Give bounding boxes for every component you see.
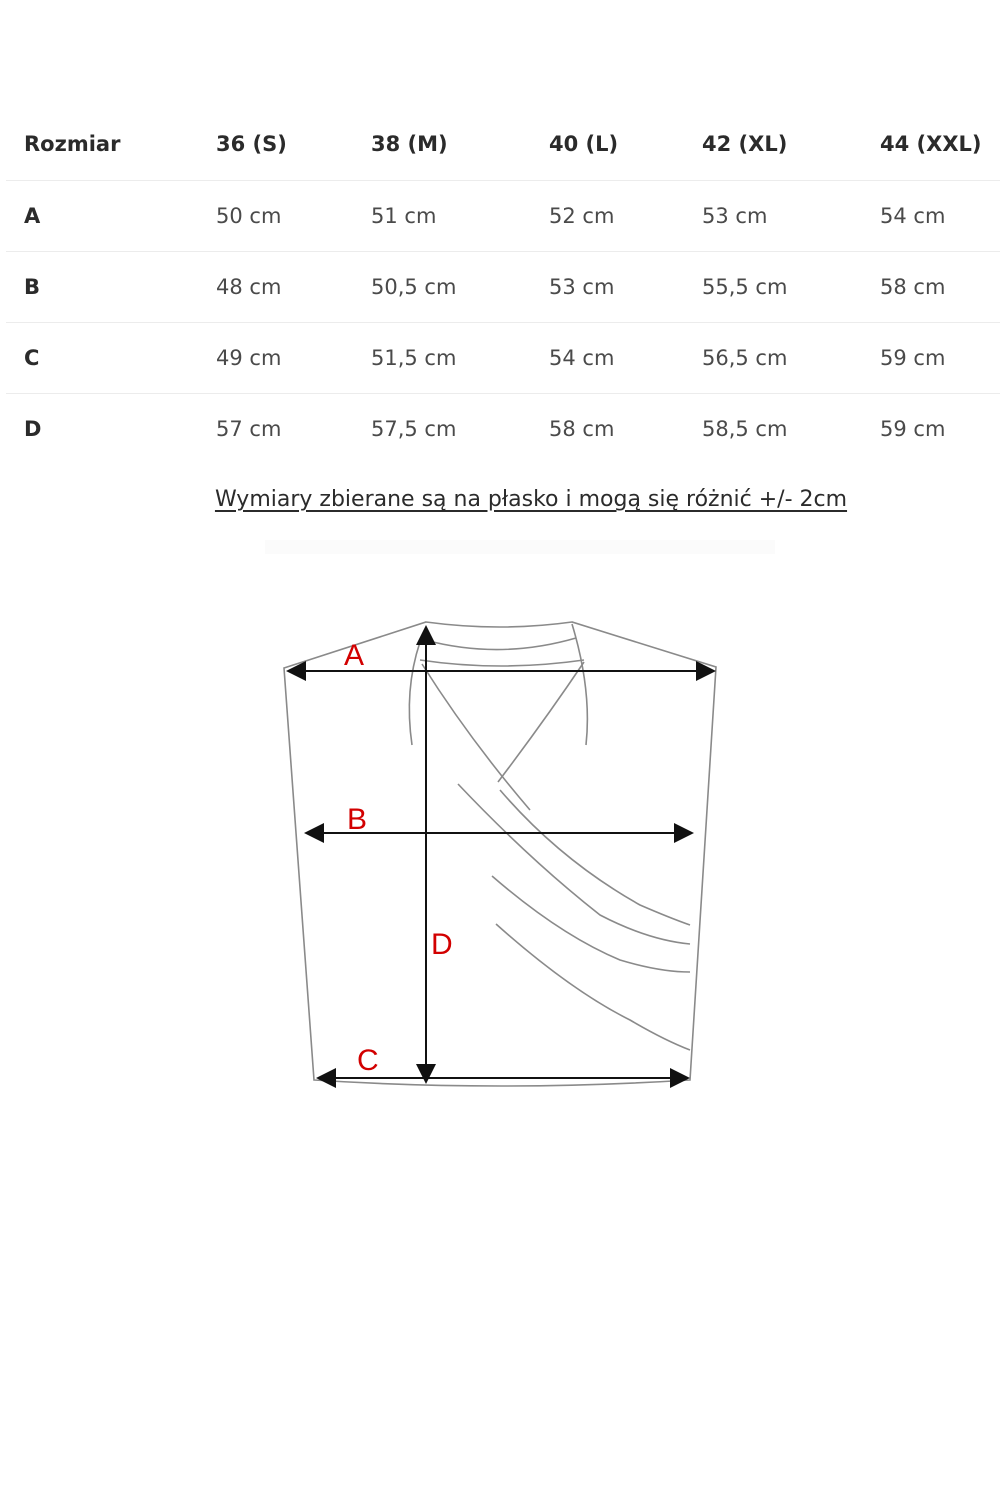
garment-body-outline [284, 622, 716, 1086]
table-cell: 50,5 cm [371, 252, 549, 323]
table-cell: 53 cm [702, 181, 880, 252]
table-cell: 59 cm [880, 417, 946, 441]
garment-neckline-right [498, 662, 584, 782]
header-cell-44: 44 (XXL) [880, 108, 1000, 181]
table-cell: 50 cm [216, 181, 371, 252]
header-cell-size: Rozmiar [6, 108, 216, 181]
table-cell: 52 cm [549, 181, 702, 252]
measurement-arrows [288, 627, 714, 1082]
table-cell: 59 cm [880, 323, 1000, 394]
header-cell-38: 38 (M) [371, 108, 549, 181]
header-cell-40: 40 (L) [549, 108, 702, 181]
table-cell: 56,5 cm [702, 323, 880, 394]
row-label: B [6, 252, 216, 323]
table-cell: 53 cm [549, 252, 702, 323]
garment-collar-inner [420, 660, 584, 666]
table-cell: 54 cm [880, 181, 1000, 252]
garment-wrap-fold-1 [458, 784, 690, 944]
garment-neckline-left [422, 664, 530, 810]
row-label: A [6, 181, 216, 252]
header-cell-42: 42 (XL) [702, 108, 880, 181]
table-cell: 57,5 cm [371, 417, 457, 441]
table-cell: 55,5 cm [702, 252, 880, 323]
row-label: C [6, 323, 216, 394]
measurement-note: Wymiary zbierane są na płasko i mogą się różnić +/- 2cm [214, 487, 848, 512]
table-cell: 51,5 cm [371, 323, 549, 394]
table-cell: 51 cm [371, 181, 549, 252]
label-c: C [357, 1044, 379, 1077]
table-cell: 49 cm [216, 323, 371, 394]
table-cell: 48 cm [216, 252, 371, 323]
label-b: B [347, 803, 368, 836]
label-d: D [431, 928, 453, 961]
garment-collar [425, 638, 576, 650]
header-cell-36: 36 (S) [216, 108, 371, 181]
garment-wrap-fold-3 [496, 924, 690, 1050]
garment-shoulder-left [409, 642, 420, 745]
table-cell: 58 cm [880, 252, 1000, 323]
table-cell: 54 cm [549, 323, 702, 394]
row-label: D [24, 417, 42, 441]
table-cell: 57 cm [216, 417, 282, 441]
table-cell: 58,5 cm [702, 417, 788, 441]
garment-shoulder-right [572, 624, 587, 745]
garment-outline [284, 622, 716, 1086]
table-cell: 58 cm [549, 417, 615, 441]
label-a: A [344, 639, 365, 672]
garment-wrap-fold-2 [492, 876, 690, 972]
